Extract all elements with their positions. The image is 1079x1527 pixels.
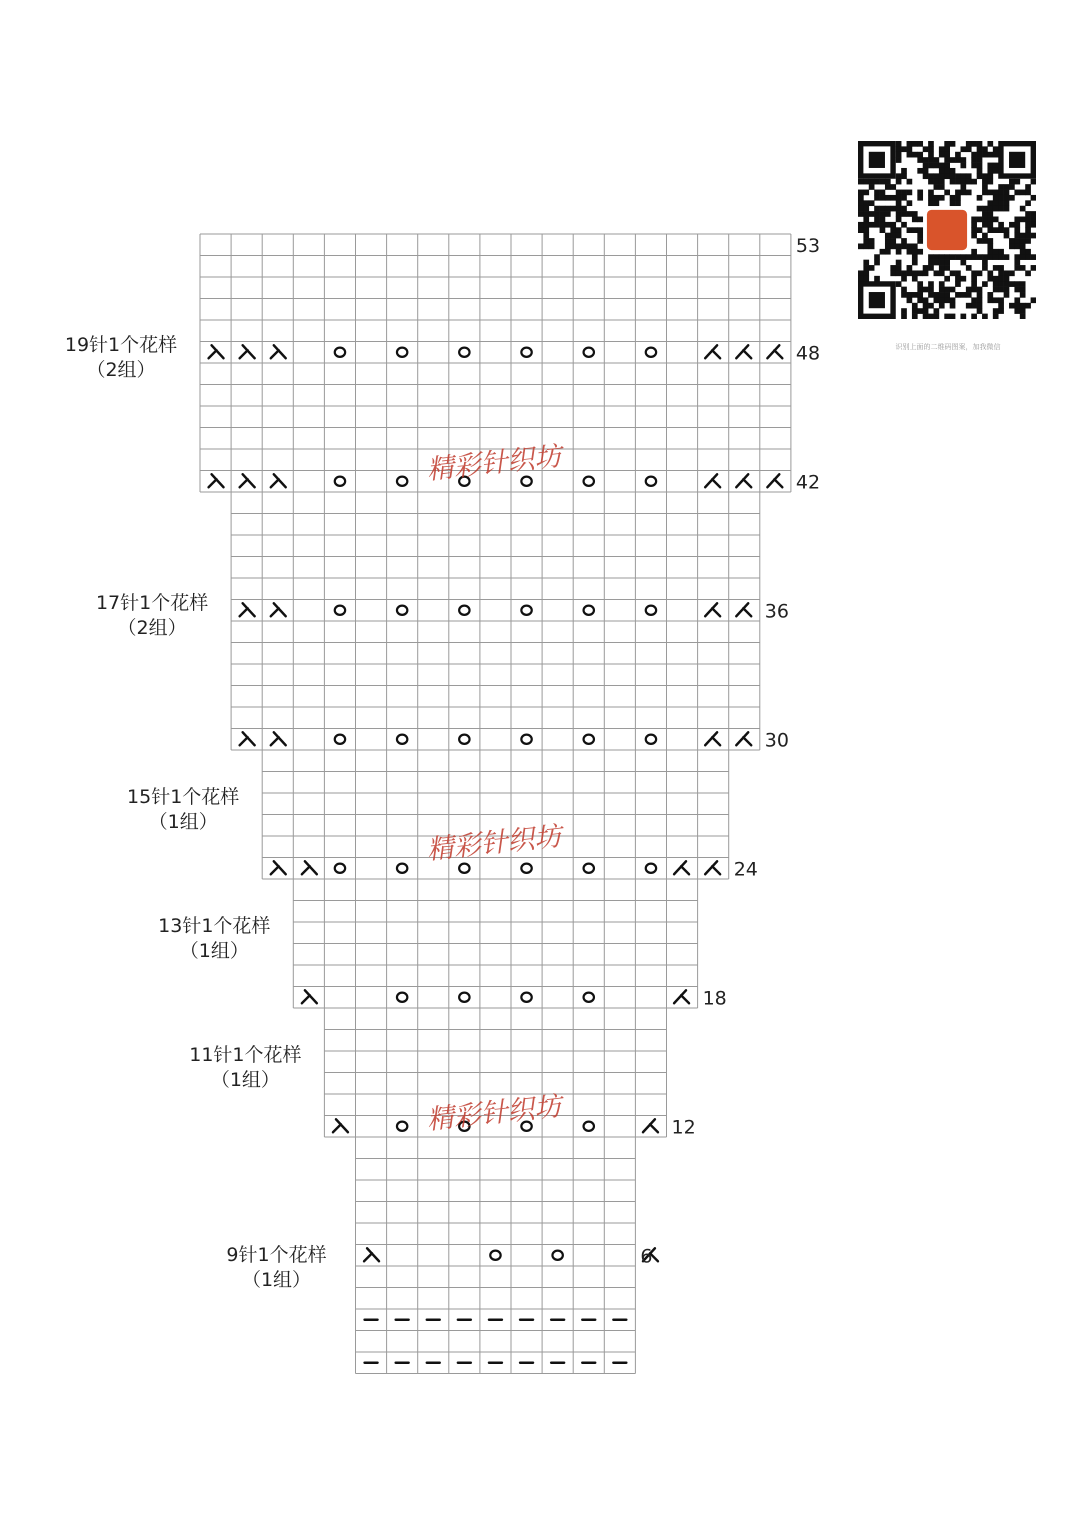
yarn-over-symbol [584, 348, 594, 357]
section-label [77, 591, 227, 641]
left-decrease-symbol [271, 345, 286, 358]
yarn-over-symbol [646, 477, 656, 486]
section-group-count: （1组） [148, 810, 218, 833]
yarn-over-symbol [397, 735, 407, 744]
section-group-count: （1组） [241, 1268, 312, 1291]
row-number: 53 [795, 234, 821, 257]
right-decrease-symbol [705, 732, 720, 745]
yarn-over-symbol [397, 477, 407, 486]
yarn-over-symbol [397, 348, 407, 357]
yarn-over-symbol [459, 348, 469, 357]
yarn-over-symbol [397, 1122, 407, 1131]
yarn-over-symbol [335, 735, 345, 744]
yarn-over-symbol [646, 735, 656, 744]
yarn-over-symbol [521, 864, 531, 873]
yarn-over-symbol [459, 735, 469, 744]
section-label [108, 785, 258, 835]
watermark-text: 精彩针织坊 [425, 821, 563, 867]
section-stitch-count: 19针1个花样 [64, 334, 178, 356]
right-decrease-symbol [736, 474, 751, 487]
row-number: 30 [764, 729, 789, 752]
yarn-over-symbol [521, 348, 531, 357]
yarn-over-symbol [521, 606, 531, 615]
right-decrease-symbol [674, 861, 689, 874]
yarn-over-symbol [397, 606, 407, 615]
left-decrease-symbol [302, 861, 317, 874]
left-decrease-symbol [240, 603, 255, 616]
right-decrease-symbol [705, 861, 720, 874]
qr-center-logo [925, 208, 968, 251]
yarn-over-symbol [584, 735, 594, 744]
section-group-count: （2组） [86, 359, 156, 381]
qr-code [858, 141, 1036, 319]
row-number: 12 [671, 1116, 696, 1139]
yarn-over-symbol [459, 993, 469, 1002]
yarn-over-symbol [397, 864, 407, 873]
row-number: 6 [640, 1245, 653, 1268]
yarn-over-symbol [490, 1251, 500, 1260]
yarn-over-symbol [646, 864, 656, 873]
row-number: 36 [764, 600, 789, 623]
left-decrease-symbol [271, 732, 286, 745]
yarn-over-symbol [584, 477, 594, 486]
left-decrease-symbol [271, 861, 286, 874]
yarn-over-symbol [397, 993, 407, 1002]
right-decrease-symbol [736, 345, 751, 358]
section-stitch-count: 15针1个花样 [127, 785, 240, 808]
qr-caption: 识别上面的二维码图案，加我微信 [895, 343, 1001, 351]
watermark-text: 精彩针织坊 [425, 1091, 563, 1137]
yarn-over-symbol [521, 993, 531, 1002]
section-group-count: （1组） [179, 939, 249, 962]
yarn-over-symbol [584, 864, 594, 873]
row-number: 48 [795, 342, 821, 365]
yarn-over-symbol [459, 606, 469, 615]
yarn-over-symbol [335, 606, 345, 615]
yarn-over-symbol [521, 735, 531, 744]
row-number: 42 [795, 471, 821, 494]
right-decrease-symbol [736, 732, 751, 745]
right-decrease-symbol [705, 345, 720, 358]
left-decrease-symbol [240, 732, 255, 745]
row-number: 24 [733, 858, 758, 881]
yarn-over-symbol [521, 477, 531, 486]
left-decrease-symbol [240, 345, 255, 358]
yarn-over-symbol [646, 606, 656, 615]
section-label [170, 1043, 320, 1093]
right-decrease-symbol [643, 1119, 658, 1132]
row-number: 18 [702, 987, 727, 1010]
left-decrease-symbol [240, 474, 255, 487]
section-label [46, 333, 196, 383]
section-group-count: （2组） [117, 617, 187, 639]
section-label [202, 1243, 352, 1293]
watermark-text: 精彩针织坊 [425, 441, 563, 487]
section-stitch-count: 17针1个花样 [95, 592, 209, 614]
yarn-over-symbol [459, 864, 469, 873]
left-decrease-symbol [209, 345, 224, 358]
right-decrease-symbol [674, 990, 689, 1003]
yarn-over-symbol [584, 606, 594, 615]
section-label [139, 914, 289, 964]
right-decrease-symbol [767, 345, 782, 358]
section-stitch-count: 13针1个花样 [158, 914, 271, 937]
left-decrease-symbol [302, 990, 317, 1003]
yarn-over-symbol [335, 477, 345, 486]
right-decrease-symbol [736, 603, 751, 616]
left-decrease-symbol [271, 474, 286, 487]
yarn-over-symbol [335, 348, 345, 357]
yarn-over-symbol [646, 348, 656, 357]
right-decrease-symbol [705, 603, 720, 616]
left-decrease-symbol [209, 474, 224, 487]
left-decrease-symbol [271, 603, 286, 616]
yarn-over-symbol [584, 993, 594, 1002]
section-group-count: （1组） [210, 1068, 280, 1091]
right-decrease-symbol [767, 474, 782, 487]
yarn-over-symbol [552, 1251, 562, 1260]
yarn-over-symbol [584, 1122, 594, 1131]
right-decrease-symbol [705, 474, 720, 487]
left-decrease-symbol [364, 1248, 379, 1261]
section-stitch-count: 11针1个花样 [189, 1043, 302, 1066]
left-decrease-symbol [333, 1119, 348, 1132]
section-stitch-count: 9针1个花样 [226, 1243, 327, 1266]
yarn-over-symbol [335, 864, 345, 873]
